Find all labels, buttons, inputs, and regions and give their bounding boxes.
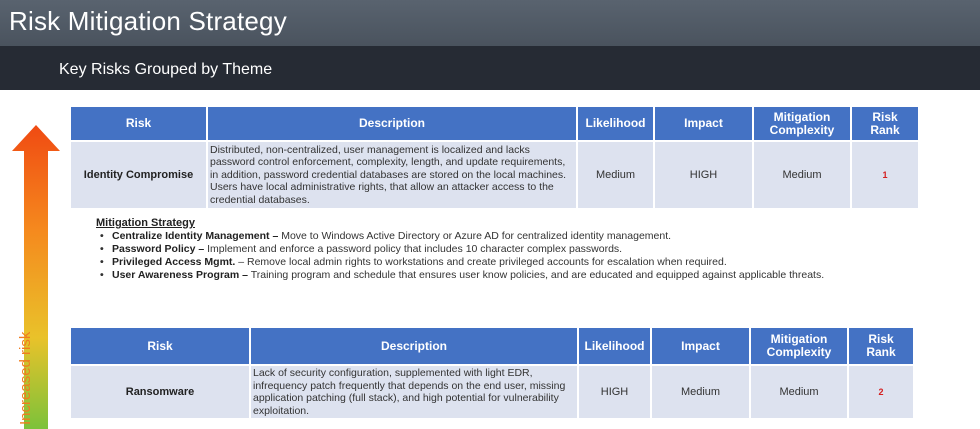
subtitle-bar (0, 46, 980, 90)
risk-likelihood: Medium (578, 142, 653, 208)
title-bar (0, 0, 980, 46)
list-item: • Password Policy – Implement and enforce a password policy that includes 10 character complex passwords. (100, 243, 623, 255)
table-header-row (71, 107, 918, 140)
bullet-icon: • (100, 269, 104, 281)
header-complexity: Mitigation Complexity (754, 107, 850, 140)
risk-name: Identity Compromise (71, 142, 206, 208)
increased-risk-arrow (11, 125, 61, 429)
list-item: • Privileged Access Mgmt. – Remove local admin rights to workstations and create privileged accounts for escalation when required. (100, 256, 727, 268)
risk-rank: 2 (849, 366, 913, 418)
risk-table-identity (69, 105, 920, 210)
header-impact: Impact (652, 328, 749, 364)
table-header-row (71, 328, 913, 364)
slide-subtitle: Key Risks Grouped by Theme (59, 61, 273, 78)
table-row (71, 142, 918, 208)
header-rank: Risk Rank (849, 328, 913, 364)
list-item: • Centralize Identity Management – Move to Windows Active Directory or Azure AD for centralized identity management. (100, 230, 672, 242)
header-risk: Risk (71, 107, 206, 140)
risk-table-ransomware (69, 326, 915, 420)
header-complexity: Mitigation Complexity (751, 328, 847, 364)
slide-title: Risk Mitigation Strategy (9, 6, 287, 36)
risk-name: Ransomware (71, 366, 249, 418)
risk-impact: Medium (652, 366, 749, 418)
list-item: • User Awareness Program – Training program and schedule that ensures user know policies, and are educated and equipped against applicable threats. (100, 269, 825, 281)
risk-complexity: Medium (754, 142, 850, 208)
risk-complexity: Medium (751, 366, 847, 418)
mitigation-list (100, 230, 956, 282)
risk-description: Distributed, non-centralized, user management is localized and lacks password control enforcement, complexity, length, and update requirements, in addition, password credential databases are stored on the local machines. Users have local administrative rights, that allow an attacker access to the credential databases. (208, 142, 576, 208)
header-risk: Risk (71, 328, 249, 364)
header-description: Description (208, 107, 576, 140)
header-rank: Risk Rank (852, 107, 918, 140)
bullet-icon: • (100, 243, 104, 255)
increased-risk-label: Increased risk (17, 331, 34, 425)
risk-rank: 1 (852, 142, 918, 208)
bullet-icon: • (100, 256, 104, 268)
header-likelihood: Likelihood (578, 107, 653, 140)
header-description: Description (251, 328, 577, 364)
mitigation-heading: Mitigation Strategy (96, 217, 196, 229)
risk-impact: HIGH (655, 142, 752, 208)
risk-likelihood: HIGH (579, 366, 650, 418)
header-likelihood: Likelihood (579, 328, 650, 364)
bullet-icon: • (100, 230, 104, 242)
header-impact: Impact (655, 107, 752, 140)
mitigation-strategy (96, 217, 956, 282)
table-row (71, 366, 913, 418)
risk-description: Lack of security configuration, supplemented with light EDR, infrequency patch frequently that depends on the end user, missing application patching (full stack), and high potential for vulnerability exploitation. (251, 366, 577, 418)
